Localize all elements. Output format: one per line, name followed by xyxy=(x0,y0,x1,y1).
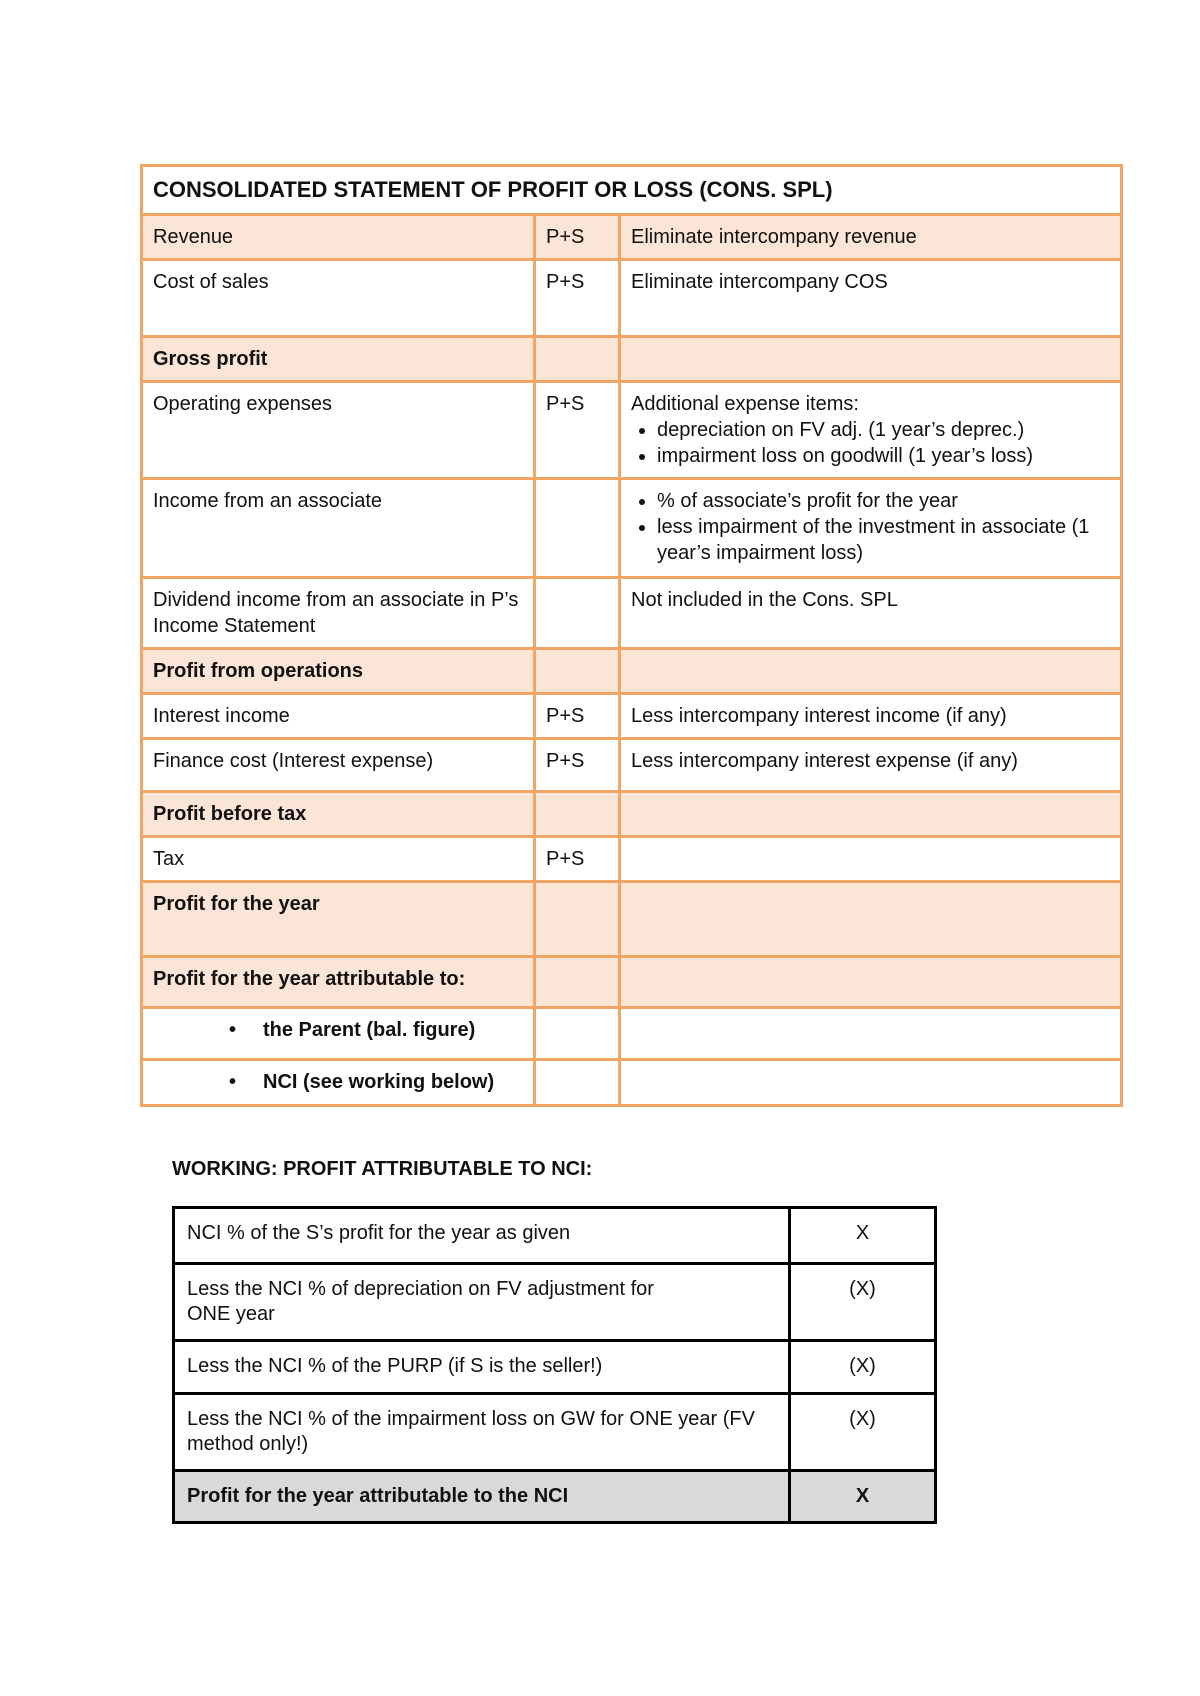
nci-amount: (X) xyxy=(790,1341,936,1394)
row-label xyxy=(142,1008,535,1060)
row-note xyxy=(620,479,1122,578)
bullet-item xyxy=(153,1017,523,1043)
bullet-item xyxy=(153,1069,523,1095)
row-label: Profit before tax xyxy=(142,792,535,837)
row-basis xyxy=(535,578,620,649)
row-basis: P+S xyxy=(535,694,620,739)
note-bullets xyxy=(631,488,1110,566)
row-basis xyxy=(535,479,620,578)
bullet-item: • impairment loss on goodwill (1 year’s loss) xyxy=(657,443,1110,469)
working-heading: WORKING: PROFIT ATTRIBUTABLE TO NCI: xyxy=(172,1158,593,1180)
row-label: Profit for the year xyxy=(142,882,535,957)
row-label: Cost of sales xyxy=(142,260,535,337)
row-label: Profit for the year attributable to: xyxy=(142,957,535,1008)
nci-desc: NCI % of the S’s profit for the year as given xyxy=(174,1208,790,1264)
row-label: Profit from operations xyxy=(142,649,535,694)
row-note xyxy=(620,882,1122,957)
row-basis xyxy=(535,1008,620,1060)
spl-row-profit-operations xyxy=(142,649,1122,694)
bullet-dot-icon: • xyxy=(229,1019,237,1041)
nci-desc: Less the NCI % of the impairment loss on GW for ONE year (FV method only!) xyxy=(174,1394,790,1471)
spl-row-profit-before-tax xyxy=(142,792,1122,837)
row-note xyxy=(620,337,1122,382)
spl-row-interest-income xyxy=(142,694,1122,739)
row-basis: P+S xyxy=(535,215,620,260)
row-note: Eliminate intercompany revenue xyxy=(620,215,1122,260)
row-note: Eliminate intercompany COS xyxy=(620,260,1122,337)
row-basis xyxy=(535,792,620,837)
bullet-dot-icon: • xyxy=(229,1071,237,1093)
spl-row-income-associate xyxy=(142,479,1122,578)
nci-desc xyxy=(174,1264,790,1341)
nci-amount: X xyxy=(790,1208,936,1264)
nci-working-table xyxy=(172,1206,937,1524)
spl-row-revenue xyxy=(142,215,1122,260)
bullet-item: • depreciation on FV adj. (1 year’s deprec.) xyxy=(657,417,1110,443)
bullet-item: • less impairment of the investment in associate (1 year’s impairment loss) xyxy=(657,514,1110,566)
row-label xyxy=(142,1060,535,1106)
row-basis: P+S xyxy=(535,260,620,337)
row-label: Revenue xyxy=(142,215,535,260)
spl-row-operating-expenses xyxy=(142,382,1122,479)
row-basis xyxy=(535,957,620,1008)
nci-row xyxy=(174,1264,936,1341)
row-note xyxy=(620,382,1122,479)
bullet-text: NCI (see working below) xyxy=(263,1071,495,1093)
spl-row-finance-cost xyxy=(142,739,1122,792)
note-heading: Additional expense items: xyxy=(631,393,859,415)
consolidated-spl-table xyxy=(140,164,1123,1107)
spl-row-nci xyxy=(142,1060,1122,1106)
spl-row-attributable-to xyxy=(142,957,1122,1008)
nci-row xyxy=(174,1341,936,1394)
note-bullets xyxy=(631,417,1110,469)
row-note xyxy=(620,1008,1122,1060)
row-label: Operating expenses xyxy=(142,382,535,479)
nci-desc-text: Less the NCI % of depreciation on FV adjustment for ONE year xyxy=(187,1278,654,1325)
nci-desc: Less the NCI % of the PURP (if S is the seller!) xyxy=(174,1341,790,1394)
row-basis: P+S xyxy=(535,739,620,792)
row-note xyxy=(620,837,1122,882)
row-basis xyxy=(535,1060,620,1106)
row-label: Dividend income from an associate in P’s Income Statement xyxy=(142,578,535,649)
nci-amount: (X) xyxy=(790,1394,936,1471)
nci-total-row xyxy=(174,1471,936,1523)
nci-desc: Profit for the year attributable to the NCI xyxy=(174,1471,790,1523)
row-label: Interest income xyxy=(142,694,535,739)
spl-row-gross-profit xyxy=(142,337,1122,382)
row-basis xyxy=(535,337,620,382)
bullet-item: • % of associate’s profit for the year xyxy=(657,488,1110,514)
spl-title-row xyxy=(142,166,1122,215)
row-basis xyxy=(535,649,620,694)
spl-row-profit-for-year xyxy=(142,882,1122,957)
bullet-text: the Parent (bal. figure) xyxy=(263,1019,476,1041)
spl-row-dividend-income xyxy=(142,578,1122,649)
row-label: Gross profit xyxy=(142,337,535,382)
row-note: Less intercompany interest expense (if any) xyxy=(620,739,1122,792)
nci-row xyxy=(174,1208,936,1264)
row-note xyxy=(620,957,1122,1008)
row-basis: P+S xyxy=(535,382,620,479)
spl-row-cost-of-sales xyxy=(142,260,1122,337)
row-label: Income from an associate xyxy=(142,479,535,578)
nci-amount: (X) xyxy=(790,1264,936,1341)
row-note xyxy=(620,792,1122,837)
row-note xyxy=(620,1060,1122,1106)
nci-row xyxy=(174,1394,936,1471)
nci-amount: X xyxy=(790,1471,936,1523)
row-note: Not included in the Cons. SPL xyxy=(620,578,1122,649)
spl-title: CONSOLIDATED STATEMENT OF PROFIT OR LOSS (CONS. SPL) xyxy=(142,166,1122,215)
row-label: Tax xyxy=(142,837,535,882)
spl-row-parent xyxy=(142,1008,1122,1060)
row-basis: P+S xyxy=(535,837,620,882)
row-basis xyxy=(535,882,620,957)
row-note xyxy=(620,649,1122,694)
row-label: Finance cost (Interest expense) xyxy=(142,739,535,792)
spl-row-tax xyxy=(142,837,1122,882)
row-note: Less intercompany interest income (if any) xyxy=(620,694,1122,739)
